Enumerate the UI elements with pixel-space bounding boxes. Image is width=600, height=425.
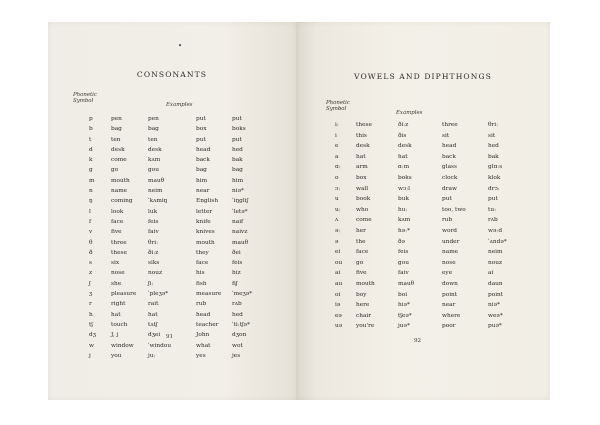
transcription-1: ðiːz [148, 249, 159, 256]
example-word-1: arm [356, 164, 368, 171]
transcription-1: hat [148, 311, 158, 318]
example-word-1: come [356, 217, 372, 224]
phonetic-symbol: əː [335, 227, 341, 234]
example-word-2: head [196, 311, 211, 318]
transcription-1: ˈpleʒə* [148, 291, 169, 298]
transcription-1: pen [148, 116, 159, 122]
example-word-2: name [442, 249, 459, 256]
transcription-1: wɔːl [398, 185, 411, 192]
example-word-1: name [111, 188, 128, 195]
example-word-2: put [196, 136, 206, 143]
example-word-2: back [442, 153, 456, 160]
example-word-2: rub [442, 217, 453, 224]
transcription-1: boks [398, 174, 412, 181]
example-word-2: English [196, 198, 219, 205]
transcription-2: daun [488, 280, 503, 287]
example-word-1: face [356, 249, 369, 256]
example-word-1: hat [111, 311, 121, 318]
example-word-1: chair [356, 312, 372, 319]
example-word-1: ten [111, 136, 121, 143]
transcription-2: fiʃ [232, 280, 238, 287]
example-word-1: hat [356, 153, 366, 160]
example-word-1: mouth [356, 280, 375, 287]
example-word-1: box [356, 174, 367, 181]
example-word-1: who [356, 206, 369, 213]
transcription-2: feis [232, 260, 243, 267]
phonetic-symbol: g [89, 167, 93, 174]
example-word-1: these [356, 122, 372, 128]
transcription-1: ɑːm [398, 164, 410, 171]
example-word-1: the [356, 238, 366, 245]
transcription-2: θriː [488, 122, 499, 128]
example-word-1: three [111, 239, 127, 246]
phonetic-symbol: k [89, 157, 93, 164]
example-word-1: look [111, 208, 124, 215]
transcription-1: bag [148, 126, 159, 133]
example-word-1: J, j [111, 332, 119, 339]
phonetic-symbol: ə [335, 238, 339, 245]
vowels-title: VOWELS AND DIPHTHONGS [354, 72, 492, 81]
transcription-1: desk [398, 143, 412, 150]
phonetic-symbol: m [89, 177, 95, 184]
example-word-2: face [196, 260, 209, 267]
transcription-1: huː [398, 206, 408, 213]
phonetic-symbol: ai [335, 270, 341, 277]
phonetic-symbol: d [89, 146, 93, 153]
page-number-left: 91 [166, 334, 174, 340]
transcription-1: nouz [148, 270, 163, 277]
transcription-1: dʒei [148, 332, 161, 339]
example-word-1: you're [356, 323, 375, 330]
example-word-2: sit [442, 132, 450, 139]
example-word-2: head [196, 146, 211, 153]
transcription-2: ai [488, 270, 494, 277]
phonetic-symbol: w [89, 342, 94, 349]
transcription-2: bak [232, 157, 243, 164]
transcription-2: ˈtiːtʃə* [232, 321, 250, 328]
transcription-2: hed [488, 143, 499, 150]
phonetic-symbol: z [89, 270, 93, 277]
transcription-2: put [488, 196, 498, 203]
transcription-2: hed [232, 146, 243, 153]
transcription-1: kʌm [148, 157, 161, 164]
transcription-2: ðei [232, 249, 241, 256]
transcription-2: niə* [488, 302, 500, 309]
example-word-2: his [196, 270, 205, 277]
example-word-1: face [111, 218, 124, 225]
transcription-1: feis [148, 218, 159, 225]
example-word-2: down [442, 280, 458, 287]
example-word-1: go [111, 167, 119, 174]
transcription-2: weə* [488, 312, 503, 319]
transcription-1: buk [398, 196, 409, 203]
phonetic-symbol: t [89, 136, 92, 143]
transcription-2: sit [488, 132, 496, 139]
phonetic-symbol: r [89, 301, 92, 308]
transcription-2: hed [232, 311, 243, 318]
phonetic-symbol-header-right: Phonetic Symbol [326, 100, 350, 113]
phonetic-symbol: b [89, 126, 93, 133]
example-word-2: three [442, 122, 458, 128]
example-word-2: clock [442, 174, 458, 181]
transcription-2: ˈletə* [232, 208, 248, 215]
example-word-2: what [196, 342, 211, 349]
phonetic-symbol: θ [89, 239, 93, 246]
phonetic-symbol: eə [335, 312, 342, 319]
transcription-2: jes [232, 352, 241, 359]
example-word-2: glass [442, 164, 457, 171]
example-word-1: five [356, 270, 367, 277]
example-word-1: window [111, 342, 134, 349]
phonetic-symbol: j [89, 352, 91, 359]
transcription-2: ˈʌndə* [488, 238, 507, 245]
phonetic-symbol: h [89, 311, 93, 318]
transcription-1: feis [398, 249, 409, 256]
example-word-1: you [111, 352, 122, 359]
transcription-2: dʒon [232, 332, 247, 339]
example-word-1: these [111, 249, 127, 256]
transcription-2: neim [488, 249, 503, 256]
transcription-2: bag [232, 167, 243, 174]
page-dot: • [178, 42, 183, 50]
example-word-1: bag [111, 126, 122, 133]
transcription-2: naivz [232, 229, 248, 236]
example-word-1: coming [111, 198, 133, 205]
phonetic-symbol: p [89, 116, 93, 122]
example-word-2: back [196, 157, 210, 164]
example-word-2: eye [442, 270, 453, 277]
example-word-2: near [196, 188, 210, 195]
example-word-2: John [196, 332, 210, 339]
example-word-2: knives [196, 229, 215, 236]
transcription-2: him [232, 177, 244, 184]
phonetic-symbol: f [89, 218, 92, 225]
transcription-1: juː [148, 352, 156, 359]
examples-header: Examples [166, 102, 193, 108]
transcription-2: rʌb [488, 217, 498, 224]
example-word-2: head [442, 143, 457, 150]
transcription-2: nouz [488, 259, 503, 266]
example-word-1: mouth [111, 177, 130, 184]
transcription-2: drɔː [488, 185, 500, 192]
phonetic-symbol: s [89, 260, 92, 267]
example-word-2: measure [196, 291, 222, 298]
example-word-2: put [196, 116, 206, 122]
example-word-1: touch [111, 321, 128, 328]
phonetic-symbol: ʌ [335, 217, 339, 224]
transcription-1: ten [148, 136, 158, 143]
example-word-2: him [196, 177, 208, 184]
phonetic-symbol: o [335, 174, 339, 181]
transcription-1: rait [148, 301, 159, 308]
transcription-2: ˈiŋgliʃ [232, 198, 249, 205]
transcription-1: faiv [148, 229, 159, 236]
transcription-2: puə* [488, 323, 502, 330]
phonetic-symbol: au [335, 280, 343, 287]
example-word-1: five [111, 229, 122, 236]
transcription-1: juə* [398, 323, 410, 330]
phonetic-symbol: ɔː [335, 185, 341, 192]
transcription-2: glɑːs [488, 164, 503, 171]
example-word-2: word [442, 227, 457, 234]
transcription-2: hiz [232, 270, 241, 277]
example-word-2: knife [196, 218, 211, 225]
transcription-2: put [232, 116, 242, 122]
phonetic-symbol: oi [335, 291, 341, 298]
phonetic-symbol: i [335, 132, 337, 139]
transcription-2: put [232, 136, 242, 143]
example-word-1: book [356, 196, 371, 203]
phonetic-symbol: n [89, 188, 93, 195]
example-word-1: she [111, 280, 122, 287]
example-word-2: poor [442, 323, 456, 330]
transcription-1: θriː [148, 239, 159, 246]
phonetic-symbol: ð [89, 249, 93, 256]
right-page [296, 22, 550, 400]
phonetic-symbol: uː [335, 206, 341, 213]
example-word-2: rub [196, 301, 207, 308]
transcription-1: mauθ [148, 177, 165, 184]
example-word-2: nose [442, 259, 456, 266]
phonetic-symbol: u [335, 196, 339, 203]
example-word-2: mouth [196, 239, 215, 246]
example-word-2: letter [196, 208, 213, 215]
transcription-1: gou [398, 259, 409, 266]
example-word-2: box [196, 126, 207, 133]
phonetic-symbol: ei [335, 249, 341, 256]
phonetic-symbol-header: Phonetic Symbol [73, 92, 97, 105]
example-word-2: fish [196, 280, 207, 287]
example-word-1: right [111, 301, 126, 308]
left-page [48, 22, 296, 400]
phonetic-symbol: ʃ [89, 280, 91, 287]
phonetic-symbol: ʒ [89, 291, 93, 298]
phonetic-symbol: ŋ [89, 198, 93, 205]
transcription-2: klok [488, 174, 501, 181]
phonetic-symbol: ou [335, 259, 343, 266]
transcription-1: faiv [398, 270, 409, 277]
transcription-2: bak [488, 153, 499, 160]
transcription-1: desk [148, 146, 162, 153]
example-word-1: here [356, 302, 370, 309]
transcription-1: ðiːz [398, 122, 409, 128]
examples-header-right: Examples [396, 110, 423, 116]
example-word-1: six [111, 260, 120, 267]
example-word-2: they [196, 249, 209, 256]
transcription-2: niə* [232, 188, 244, 195]
transcription-2: wot [232, 342, 243, 349]
transcription-1: neim [148, 188, 163, 195]
phonetic-symbol: v [89, 229, 93, 236]
example-word-1: this [356, 132, 367, 139]
example-word-2: too, two [442, 206, 466, 213]
transcription-1: hat [398, 153, 408, 160]
example-word-1: desk [356, 143, 370, 150]
transcription-2: point [488, 291, 504, 298]
book-spread [48, 22, 550, 400]
transcription-2: ˈmeʒə* [232, 291, 253, 298]
example-word-1: her [356, 227, 366, 234]
phonetic-symbol: dʒ [89, 332, 96, 339]
transcription-1: ˈkʌmiŋ [148, 198, 168, 205]
example-word-1: desk [111, 146, 125, 153]
example-word-1: boy [356, 291, 367, 298]
example-word-1: wall [356, 185, 369, 192]
example-word-2: teacher [196, 321, 219, 328]
example-word-2: where [442, 312, 461, 319]
phonetic-symbol: tʃ [89, 321, 93, 328]
phonetic-symbol: iə [335, 302, 341, 309]
transcription-1: həː* [398, 227, 411, 234]
transcription-1: mauθ [398, 280, 415, 287]
transcription-1: luk [148, 208, 158, 215]
transcription-1: ðis [398, 132, 407, 139]
transcription-1: tʃeə* [398, 312, 412, 319]
phonetic-symbol: a [335, 153, 339, 160]
phonetic-symbol: ɑː [335, 164, 341, 171]
transcription-1: hiə* [398, 302, 410, 309]
example-word-1: go [356, 259, 364, 266]
example-word-1: come [111, 157, 127, 164]
example-word-2: under [442, 238, 460, 245]
example-word-2: near [442, 302, 456, 309]
example-word-2: yes [196, 352, 206, 359]
transcription-2: mauθ [232, 239, 249, 246]
page-number-right: 92 [414, 338, 422, 344]
example-word-1: pleasure [111, 291, 137, 298]
example-word-2: put [442, 196, 452, 203]
example-word-2: draw [442, 185, 457, 192]
transcription-1: boi [398, 291, 408, 298]
transcription-2: boks [232, 126, 246, 133]
phonetic-symbol: l [89, 208, 91, 215]
phonetic-symbol: e [335, 143, 339, 150]
transcription-1: tʌtʃ [148, 321, 158, 328]
transcription-1: gou [148, 167, 159, 174]
example-word-2: bag [196, 167, 207, 174]
example-word-1: pen [111, 116, 122, 122]
phonetic-symbol: iː [335, 122, 339, 128]
transcription-1: kʌm [398, 217, 411, 224]
transcription-1: siks [148, 260, 160, 267]
transcription-2: tuː [488, 206, 497, 213]
transcription-1: ðə [398, 238, 405, 245]
transcription-2: wəːd [488, 227, 503, 234]
example-word-1: nose [111, 270, 125, 277]
consonants-title: CONSONANTS [136, 70, 208, 79]
transcription-2: naif [232, 218, 244, 225]
phonetic-symbol: uə [335, 323, 343, 330]
transcription-1: ʃiː [148, 280, 154, 287]
example-word-2: point [442, 291, 458, 298]
transcription-1: ˈwindou [148, 342, 172, 349]
transcription-2: rʌb [232, 301, 242, 308]
